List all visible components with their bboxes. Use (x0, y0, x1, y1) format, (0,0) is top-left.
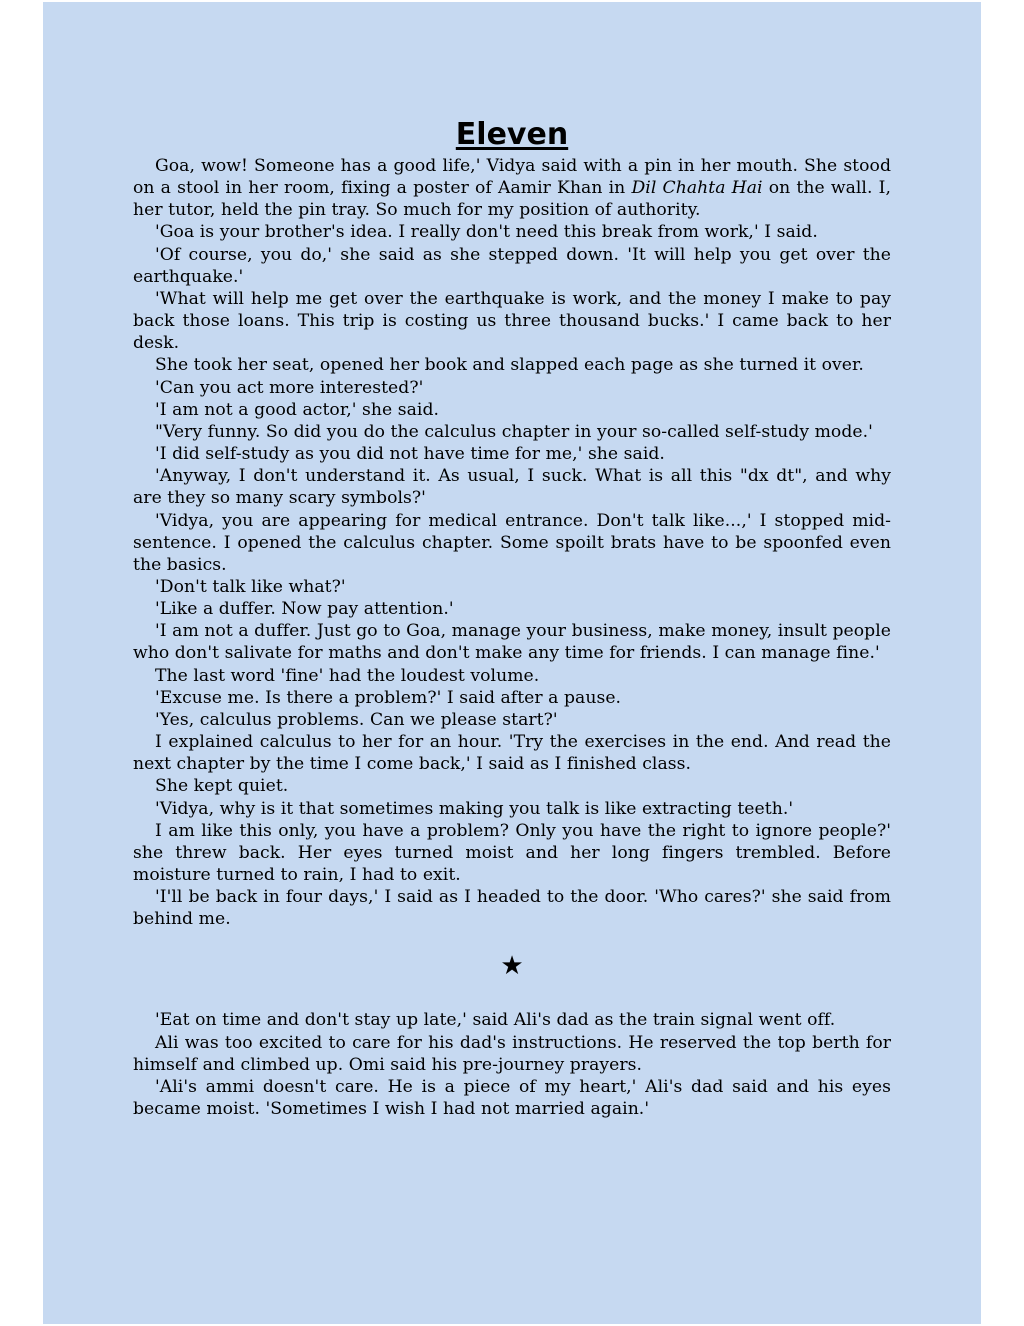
paragraph: 'Eat on time and don't stay up late,' said Ali's dad as the train signal went off. (155, 1010, 836, 1031)
paragraph: Ali was too excited to care for his dad's instructions. He reserved the top berth for himself and climbed up. Omi said his pre-journey prayers. (133, 1032, 891, 1075)
paragraph: 'What will help me get over the earthquake is work, and the money I make to pay back those loans. This trip is costing us three thousand bucks.' I came back to her desk. (133, 288, 891, 354)
chapter-content (133, 115, 891, 1120)
paragraph: 'Like a duffer. Now pay attention.' (155, 599, 454, 620)
paragraph: 'Excuse me. Is there a problem?' I said after a pause. (155, 687, 622, 708)
paragraph: 'Of course, you do,' she said as she stepped down. 'It will help you get over the earthquake.' (133, 244, 891, 287)
section-break-star-icon: ★ (500, 951, 524, 982)
paragraph: 'Goa is your brother's idea. I really don't need this break from work,' I said. (155, 222, 818, 243)
paragraph: 'Don't talk like what?' (155, 576, 346, 597)
paragraph: She took her seat, opened her book and slapped each page as she turned it over. (155, 355, 864, 376)
paragraph: 'Ali's ammi doesn't care. He is a piece of my heart,' Ali's dad said and his eyes became moist. 'Sometimes I wish I had not married again.' (133, 1076, 891, 1120)
paragraph: Goa, wow! Someone has a good life,' Vidya said with a pin in her mouth. She stood on a stool in her room, fixing a poster of Aamir Khan in Dil Chahta Hai on the wall. I, her tutor, held the pin tray. So much for my position of authority. (133, 156, 891, 221)
paragraph: 'Yes, calculus problems. Can we please start?' (155, 709, 558, 730)
paragraph: "Very funny. So did you do the calculus chapter in your so-called self-study mode.' (155, 421, 873, 442)
paragraph: I explained calculus to her for an hour. 'Try the exercises in the end. And read the next chapter by the time I come back,' I said as I finished class. (133, 732, 891, 775)
paragraph: She kept quiet. (155, 776, 289, 797)
paragraph: 'I'll be back in four days,' I said as I headed to the door. 'Who cares?' she said from behind me. (133, 887, 891, 930)
paragraph: 'Anyway, I don't understand it. As usual, I suck. What is all this "dx dt", and why are they so many scary symbols?' (133, 466, 891, 509)
paragraph: 'Vidya, why is it that sometimes making you talk is like extracting teeth.' (155, 798, 794, 819)
chapter-title: Eleven (455, 117, 569, 152)
paragraph: 'Vidya, you are appearing for medical entrance. Don't talk like...,' I stopped mid-sentence. I opened the calculus chapter. Some spoilt brats have to be spoonfed even the basics. (133, 510, 891, 575)
paragraph: 'I am not a duffer. Just go to Goa, manage your business, make money, insult people who don't salivate for maths and don't make any time for friends. I can manage fine.' (133, 621, 891, 664)
paragraph: 'Can you act more interested?' (155, 377, 424, 398)
paragraph: 'I am not a good actor,' she said. (155, 399, 440, 420)
film-title: Dil Chahta Hai (631, 178, 763, 199)
paragraph: I am like this only, you have a problem? Only you have the right to ignore people?' she threw back. Her eyes turned moist and her long fingers trembled. Before moisture turned to rain, I had to exit. (133, 820, 891, 885)
paragraph: The last word 'fine' had the loudest volume. (155, 665, 540, 686)
paragraph: 'I did self-study as you did not have time for me,' she said. (155, 444, 665, 465)
page (43, 2, 981, 1324)
